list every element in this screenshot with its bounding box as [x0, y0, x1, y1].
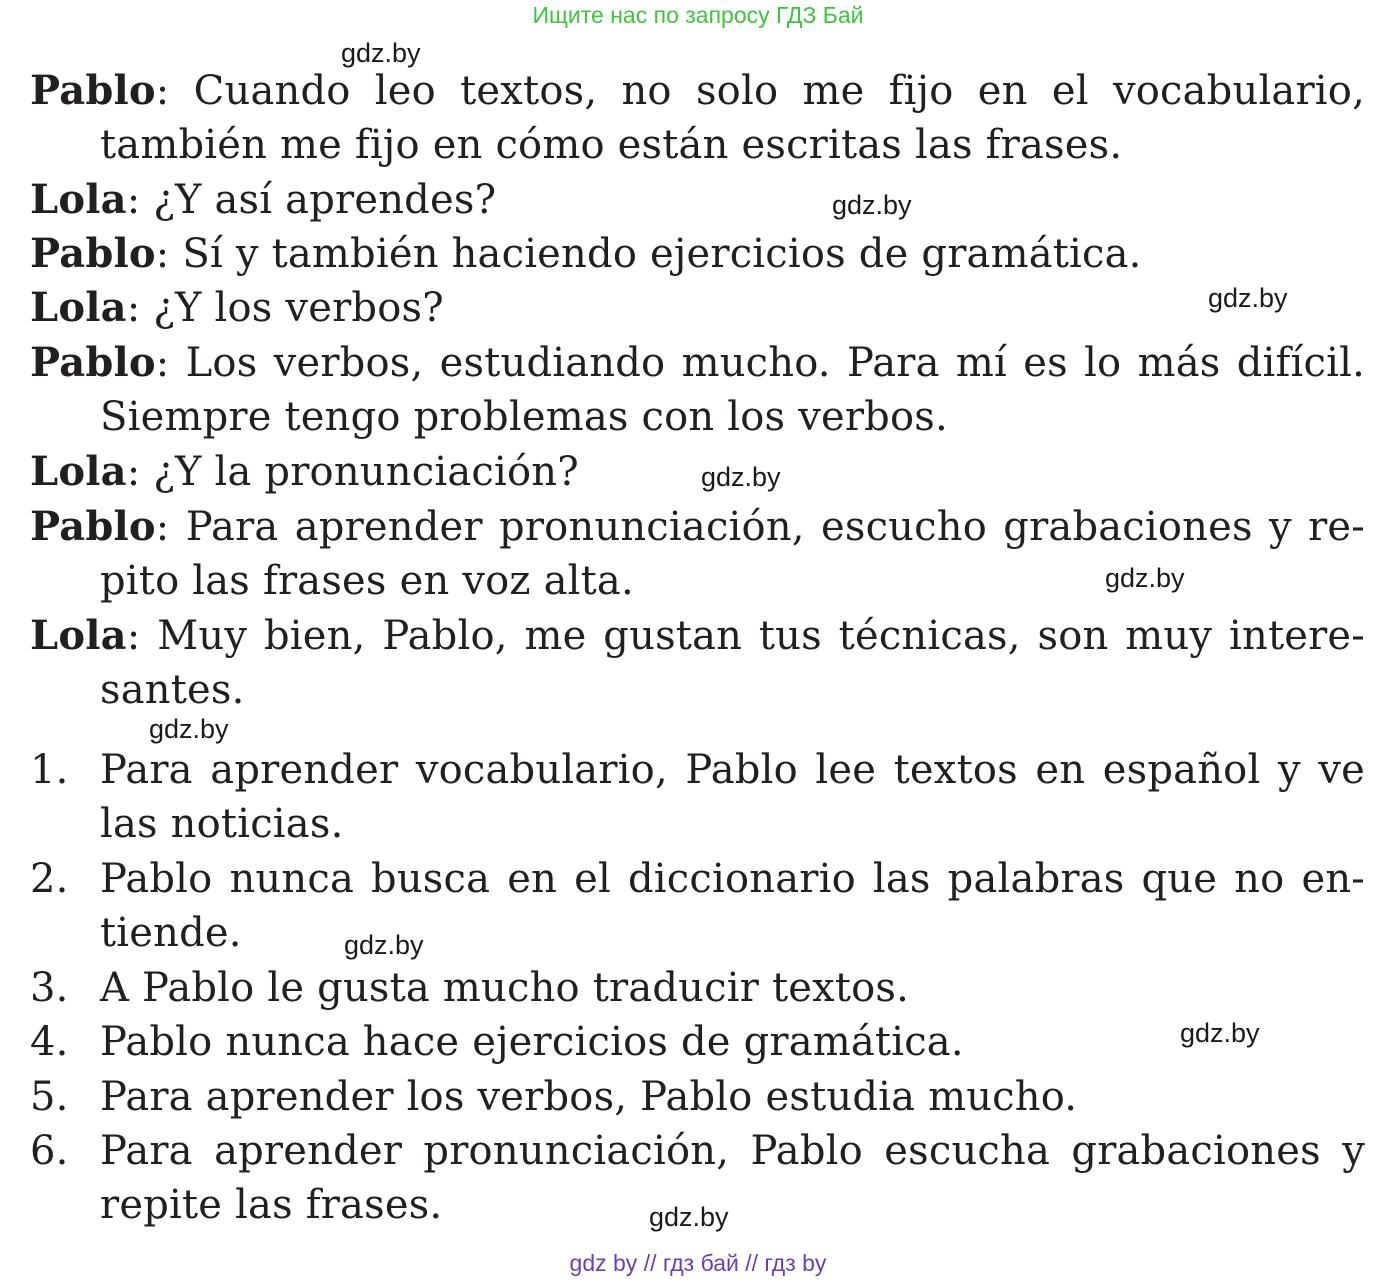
watermark: gdz.by: [701, 462, 781, 492]
dialogue-text: pito las frases en voz alta.: [100, 558, 634, 604]
item-text: Para aprender los verbos, Pablo estudia mucho.: [100, 1074, 1078, 1120]
speaker-name: Lola: [30, 284, 127, 331]
watermark: gdz.by: [344, 930, 424, 960]
item-text: repite las frases.: [100, 1182, 443, 1228]
speaker-name: Pablo: [30, 339, 156, 386]
dialogue-line: Pablo: Cuando leo textos, no solo me fijo en el vocabulario,: [30, 67, 1365, 114]
item-number: 5.: [30, 1074, 69, 1120]
item-number: 3.: [30, 965, 69, 1011]
list-item-continuation: [100, 797, 500, 851]
dialogue-line: Pablo: Sí y también haciendo ejercicios de gramática.: [30, 230, 1142, 277]
dialogue-text: Los verbos, estudiando mucho. Para mí es lo más difícil.: [185, 340, 1365, 386]
dialogue-text: ¿Y así aprendes?: [153, 177, 497, 223]
watermark: gdz.by: [341, 38, 421, 68]
speaker-name: Pablo: [30, 67, 156, 114]
item-text: A Pablo le gusta mucho traducir textos.: [100, 965, 910, 1011]
list-item: [30, 852, 1365, 906]
watermark: gdz.by: [1180, 1018, 1260, 1048]
speaker-name: Lola: [30, 448, 127, 495]
dialogue-line: Pablo: Para aprender pronunciación, escucho grabaciones y re-: [30, 503, 1365, 550]
list-item: [30, 1015, 1365, 1069]
item-number: 1.: [30, 747, 69, 793]
dialogue-text: Siempre tengo problemas con los verbos.: [100, 394, 948, 440]
dialogue-line: Lola: ¿Y los verbos?: [30, 284, 444, 331]
item-number: 4.: [30, 1019, 69, 1065]
speaker-name: Pablo: [30, 230, 156, 277]
watermark: gdz.by: [1105, 563, 1185, 593]
watermark: gdz.by: [649, 1202, 729, 1232]
item-text: las noticias.: [100, 801, 344, 847]
watermark: gdz.by: [1208, 283, 1288, 313]
speaker-name: Pablo: [30, 503, 156, 550]
dialogue-continuation: [100, 554, 700, 608]
dialogue-text: Sí y también haciendo ejercicios de gramática.: [182, 231, 1142, 277]
bottom-banner: gdz by // гдз бай // гдз by: [569, 1250, 827, 1276]
item-text: Pablo nunca busca en el diccionario las palabras que no en-: [100, 856, 1365, 902]
item-number: 2.: [30, 856, 69, 902]
item-number: 6.: [30, 1128, 69, 1174]
dialogue-text: también me fijo en cómo están escritas las frases.: [100, 122, 1123, 168]
item-text: Pablo nunca hace ejercicios de gramática.: [100, 1019, 964, 1065]
speaker-name: Lola: [30, 612, 127, 659]
watermark: gdz.by: [832, 190, 912, 220]
list-item-continuation: [100, 906, 400, 960]
list-item: [30, 1070, 1365, 1124]
list-item: [30, 1124, 1365, 1178]
dialogue-continuation: [100, 390, 1000, 444]
list-item: [30, 743, 1365, 797]
dialogue-line: Pablo: Los verbos, estudiando mucho. Para mí es lo más difícil.: [30, 339, 1365, 386]
top-banner: Ищите нас по запросу ГДЗ Бай: [532, 2, 864, 28]
dialogue-line: Lola: ¿Y la pronunciación?: [30, 448, 579, 495]
dialogue-continuation: [100, 118, 1140, 172]
list-item-continuation: [100, 1178, 500, 1232]
watermark: gdz.by: [149, 714, 229, 744]
dialogue-text: ¿Y la pronunciación?: [153, 449, 579, 495]
item-text: Para aprender vocabulario, Pablo lee textos en español y ve: [100, 747, 1365, 793]
speaker-name: Lola: [30, 176, 127, 223]
dialogue-line: Lola: ¿Y así aprendes?: [30, 176, 497, 223]
dialogue-text: santes.: [100, 667, 245, 713]
dialogue-line: Lola: Muy bien, Pablo, me gustan tus técnicas, son muy intere-: [30, 612, 1365, 659]
dialogue-continuation: [100, 663, 400, 717]
list-item: [30, 961, 1365, 1015]
dialogue-text: Para aprender pronunciación, escucho grabaciones y re-: [185, 504, 1365, 550]
item-text: Para aprender pronunciación, Pablo escucha grabaciones y: [100, 1128, 1365, 1174]
dialogue-text: Muy bien, Pablo, me gustan tus técnicas, son muy intere-: [157, 613, 1365, 659]
dialogue-text: ¿Y los verbos?: [153, 285, 444, 331]
item-text: tiende.: [100, 910, 242, 956]
dialogue-text: Cuando leo textos, no solo me fijo en el vocabulario,: [193, 68, 1365, 114]
